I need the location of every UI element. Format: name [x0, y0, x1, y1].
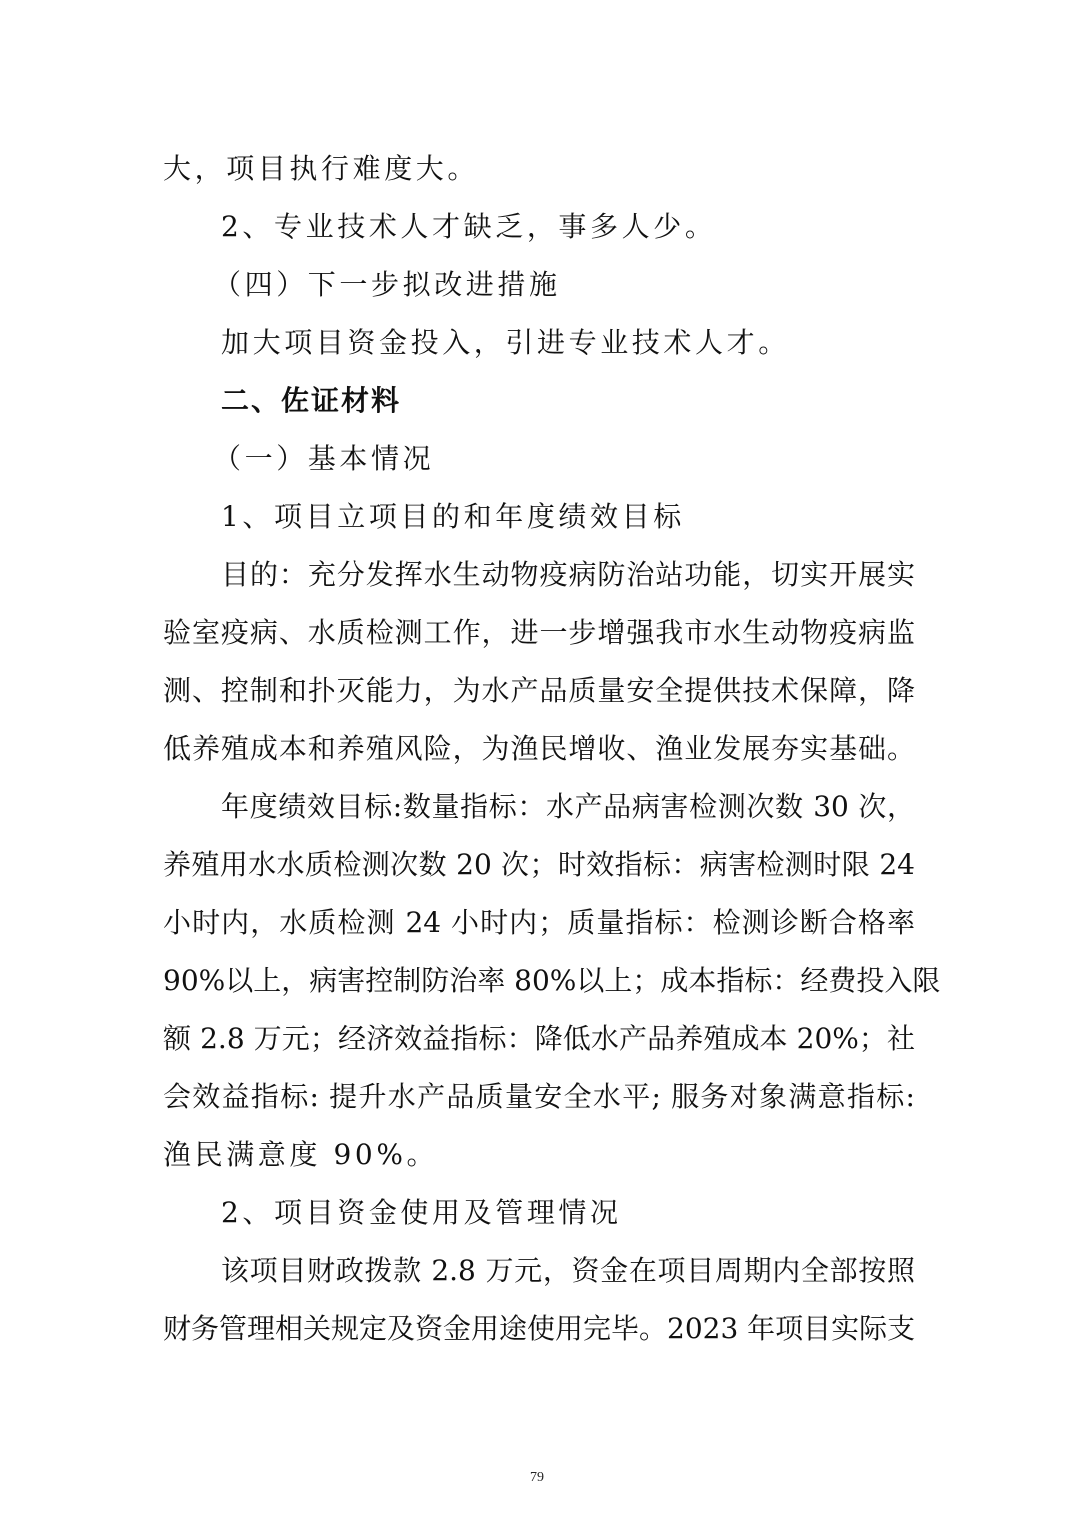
subsection-heading: 1、项目立项目的和年度绩效目标 [221, 500, 685, 533]
paragraph-line: 小时内，水质检测 24 小时内；质量指标：检测诊断合格率 [163, 906, 915, 939]
paragraph-line: 养殖用水水质检测次数 20 次；时效指标：病害检测时限 24 [163, 848, 915, 881]
paragraph-line: 加大项目资金投入，引进专业技术人才。 [221, 326, 790, 359]
section-heading: 二、佐证材料 [221, 384, 402, 417]
paragraph-line: 该项目财政拨款 2.8 万元，资金在项目周期内全部按照 [221, 1254, 915, 1287]
paragraph-line: 渔民满意度 90%。 [163, 1138, 439, 1171]
page-number: 79 [530, 1470, 544, 1485]
section-heading: （四）下一步拟改进措施 [213, 268, 561, 301]
subsection-heading: 2、项目资金使用及管理情况 [221, 1196, 622, 1229]
paragraph-line: 测、控制和扑灭能力，为水产品质量安全提供技术保障，降 [163, 674, 915, 707]
paragraph-line: 低养殖成本和养殖风险，为渔民增收、渔业发展夯实基础。 [163, 732, 915, 765]
paragraph-line: 大，项目执行难度大。 [163, 152, 480, 185]
paragraph-line: 2、专业技术人才缺乏，事多人少。 [221, 210, 717, 243]
paragraph-line: 目的：充分发挥水生动物疫病防治站功能，切实开展实 [221, 558, 915, 591]
paragraph-line: 财务管理相关规定及资金用途使用完毕。2023 年项目实际支 [163, 1312, 916, 1345]
paragraph-line: 额 2.8 万元；经济效益指标：降低水产品养殖成本 20%；社 [163, 1022, 915, 1055]
paragraph-line: 验室疫病、水质检测工作，进一步增强我市水生动物疫病监 [163, 616, 915, 649]
paragraph-line: 年度绩效目标:数量指标：水产品病害检测次数 30 次， [221, 790, 915, 823]
paragraph-line: 90%以上，病害控制防治率 80%以上；成本指标：经费投入限 [163, 964, 941, 997]
paragraph-line: 会效益指标: 提升水产品质量安全水平; 服务对象满意指标: [163, 1080, 915, 1113]
document-body [163, 140, 941, 1358]
section-heading: （一）基本情况 [213, 442, 435, 475]
